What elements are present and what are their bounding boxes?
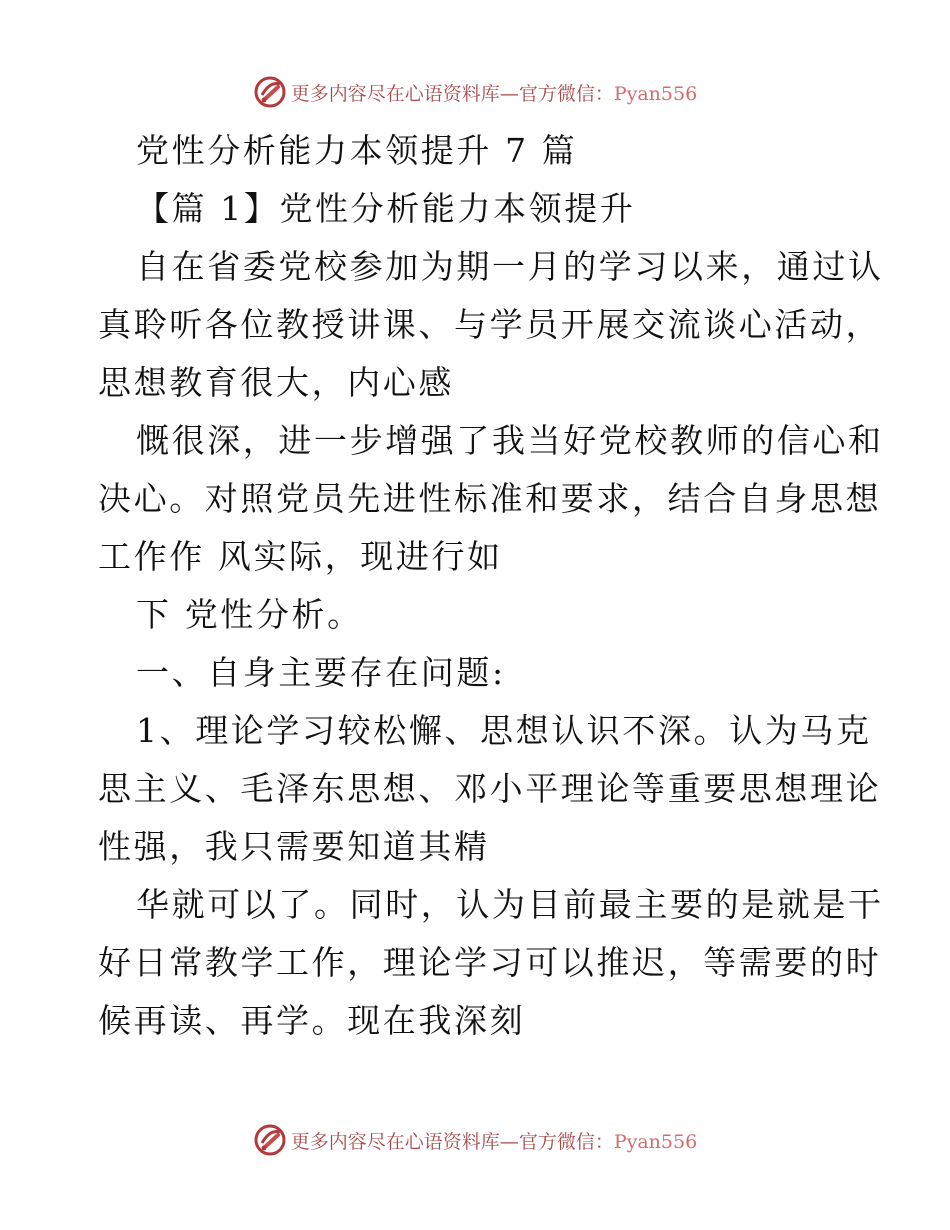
paragraph-line: 下 党性分析。 [136, 595, 363, 634]
watermark-banner-bottom [0, 1120, 950, 1160]
paragraph-line: 思想教育很大，内心感 [98, 363, 454, 402]
paragraph-line: 慨很深，进一步增强了我当好党校教师的信心和 [136, 421, 884, 460]
paragraph-line: 华就可以了。同时，认为目前最主要的是就是干 [136, 885, 884, 924]
section-heading: 【篇 1】党性分析能力本领提升 [136, 189, 636, 228]
watermark-text: 更多内容尽在心语资料库—官方微信：Pyan556 [290, 82, 698, 105]
document-body [98, 122, 884, 1050]
paragraph-line: 决心。对照党员先进性标准和要求，结合自身思想 [98, 479, 882, 518]
paragraph-line: 性强，我只需要知道其精 [98, 827, 490, 866]
logo-icon [253, 75, 287, 109]
paragraph-line: 思主义、毛泽东思想、邓小平理论等重要思想理论 [98, 769, 882, 808]
paragraph-line: 候再读、再学。现在我深刻 [98, 1001, 526, 1040]
logo-icon [253, 1123, 287, 1157]
paragraph-line: 工作作 风实际，现进行如 [98, 537, 503, 576]
paragraph-line: 自在省委党校参加为期一月的学习以来，通过认 [136, 247, 884, 286]
watermark-text: 更多内容尽在心语资料库—官方微信：Pyan556 [290, 1130, 698, 1153]
paragraph-line: 1、理论学习较松懈、思想认识不深。认为马克 [136, 711, 872, 750]
paragraph-line: 好日常教学工作，理论学习可以推迟，等需要的时 [98, 943, 882, 982]
subsection-heading: 一、自身主要存在问题: [136, 653, 506, 692]
watermark-banner-top [0, 72, 950, 112]
paragraph-line: 真聆听各位教授讲课、与学员开展交流谈心活动， [98, 305, 882, 344]
document-title: 党性分析能力本领提升 7 篇 [136, 131, 578, 170]
